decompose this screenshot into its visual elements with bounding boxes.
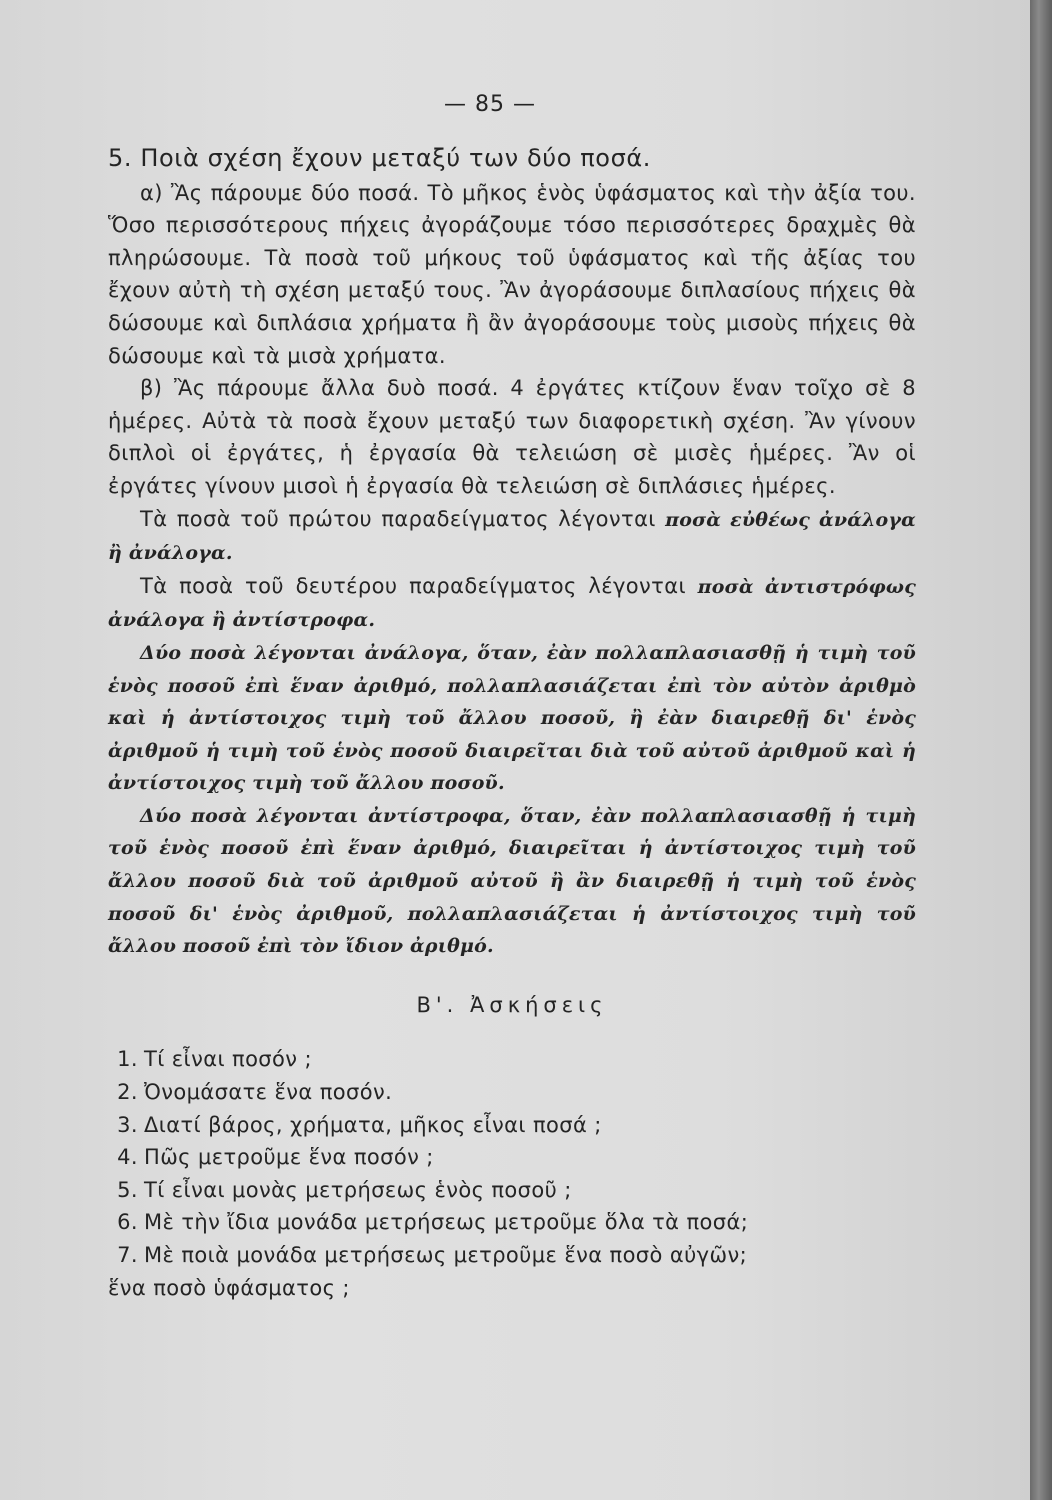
exercise-item xyxy=(108,1239,916,1272)
exercise-item xyxy=(108,1206,916,1239)
exercise-text: Τί εἶναι μονὰς μετρήσεως ἑνὸς ποσοῦ ; xyxy=(144,1177,572,1202)
exercise-number: 1. xyxy=(117,1047,138,1072)
page-edge xyxy=(1030,0,1052,1500)
exercise-text: Πῶς μετροῦμε ἕνα ποσόν ; xyxy=(144,1145,434,1170)
exercise-number: 5. xyxy=(117,1177,138,1202)
exercise-text: Μὲ τὴν ἴδια μονάδα μετρήσεως μετροῦμε ὅλα τὰ ποσά; xyxy=(144,1210,749,1235)
definition-inverse: Δύο ποσὰ λέγονται ἀντίστροφα, ὅταν, ἐὰν πολλαπλασιασθῇ ἡ τιμὴ τοῦ ἑνὸς ποσοῦ ἐπὶ ἕναν ἀριθμό, διαιρεῖται ἡ ἀντίστοιχος τιμὴ τοῦ ἄλλου ποσοῦ διὰ τοῦ ἀριθμοῦ αὐτοῦ ἢ ἂν διαιρεθῇ ἡ τιμὴ τοῦ ἑνὸς ποσοῦ δι' ἑνὸς ἀριθμοῦ, πολλαπλασιάζεται ἡ ἀντίστοιχος τιμὴ τοῦ ἄλλου ποσοῦ ἐπὶ τὸν ἴδιον ἀριθμό. xyxy=(108,804,916,958)
first-example-term: ποσὰ εὐθέως ἀνάλογα ἢ ἀνάλογα. xyxy=(108,508,916,565)
page-content xyxy=(108,142,916,1304)
exercise-number: 2. xyxy=(117,1080,138,1105)
exercise-item xyxy=(108,1043,916,1076)
exercise-item xyxy=(108,1174,916,1207)
example-a-paragraph: α) Ἂς πάρουμε δύο ποσά. Τὸ μῆκος ἑνὸς ὑφάσματος καὶ τὴν ἀξία του. Ὅσο περισσότερους πήχεις ἀγοράζουμε τόσο περισσότερες δραχμὲς θὰ πληρώσουμε. Τὰ ποσὰ τοῦ μήκους τοῦ ὑφάσματος καὶ τῆς ἀξίας του ἔχουν αὐτὴ τὴ σχέση μεταξύ τους. Ἂν ἀγοράσουμε διπλασίους πήχεις θὰ δώσουμε καὶ διπλάσια χρήματα ἢ ἂν ἀγοράσουμε τοὺς μισοὺς πήχεις θὰ δώσουμε καὶ τὰ μισὰ χρήματα. xyxy=(108,180,916,368)
exercises-title: Β'. Ἀσκήσεις xyxy=(416,992,608,1017)
second-example-term: ποσὰ ἀντιστρόφως ἀνάλογα ἢ ἀντίστροφα. xyxy=(108,575,916,632)
exercise-list xyxy=(108,1043,916,1304)
exercise-number: 3. xyxy=(117,1112,138,1137)
first-example-text: Τὰ ποσὰ τοῦ πρώτου παραδείγματος λέγονται xyxy=(140,506,666,531)
example-b-paragraph: β) Ἂς πάρουμε ἄλλα δυὸ ποσά. 4 ἐργάτες κτίζουν ἕναν τοῖχο σὲ 8 ἡμέρες. Αὐτὰ τὰ ποσὰ ἔχουν μεταξύ των διαφορετικὴ σχέση. Ἂν γίνουν διπλοὶ οἱ ἐργάτες, ἡ ἐργασία θὰ τελειώση σὲ μισὲς ἡμέρες. Ἂν οἱ ἐργάτες γίνουν μισοὶ ἡ ἐργασία θὰ τελειώση σὲ διπλάσιες ἡμέρες. xyxy=(108,376,916,498)
section-heading: 5. Ποιὰ σχέση ἔχουν μεταξύ των δύο ποσά. xyxy=(108,144,652,172)
exercise-text: Διατί βάρος, χρήματα, μῆκος εἶναι ποσά ; xyxy=(144,1112,602,1137)
page-number: — 85 — xyxy=(444,92,536,117)
exercise-item xyxy=(108,1076,916,1109)
exercise-7-continuation: ἕνα ποσὸ ὑφάσματος ; xyxy=(108,1275,350,1300)
exercise-number: 7. xyxy=(117,1243,138,1267)
exercise-text: Μὲ ποιὰ μονάδα μετρήσεως μετροῦμε ἕνα ποσὸ αὐγῶν; xyxy=(144,1243,748,1267)
second-example-statement xyxy=(108,570,916,637)
exercise-number: 4. xyxy=(117,1145,138,1170)
definition-proportional: Δύο ποσὰ λέγονται ἀνάλογα, ὅταν, ἐὰν πολλαπλασιασθῇ ἡ τιμὴ τοῦ ἑνὸς ποσοῦ ἐπὶ ἕναν ἀριθμό, πολλαπλασιάζεται ἐπὶ τὸν αὐτὸν ἀριθμὸ καὶ ἡ ἀντίστοιχος τιμὴ τοῦ ἄλλου ποσοῦ, ἢ ἐὰν διαιρεθῇ δι' ἑνὸς ἀριθμοῦ ἡ τιμὴ τοῦ ἑνὸς ποσοῦ διαιρεῖται διὰ τοῦ αὐτοῦ ἀριθμοῦ καὶ ἡ ἀντίστοιχος τιμὴ τοῦ ἄλλου ποσοῦ. xyxy=(108,641,916,795)
exercise-item xyxy=(108,1141,916,1174)
exercise-number: 6. xyxy=(117,1210,138,1235)
second-example-text: Τὰ ποσὰ τοῦ δευτέρου παραδείγματος λέγονται xyxy=(140,573,698,598)
exercise-text: Ὀνομάσατε ἕνα ποσόν. xyxy=(144,1080,393,1105)
exercise-continuation xyxy=(108,1272,916,1305)
exercise-text: Τί εἶναι ποσόν ; xyxy=(144,1047,312,1072)
first-example-statement xyxy=(108,503,916,570)
exercise-item xyxy=(108,1109,916,1142)
